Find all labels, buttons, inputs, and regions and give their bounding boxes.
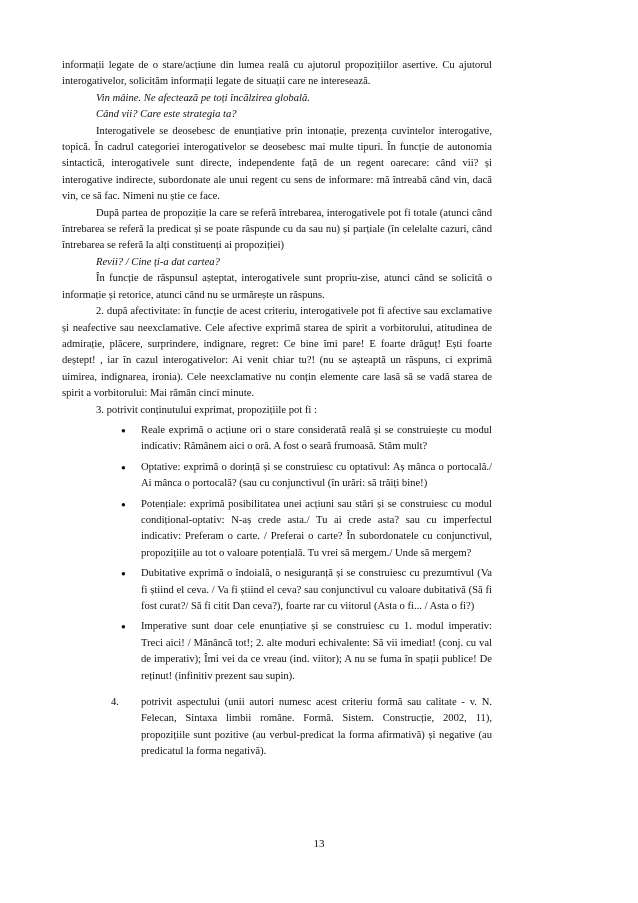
page-body xyxy=(62,58,492,761)
list-item-text: Optative: exprimă o dorință și se construiesc cu optativul: Aș mânca o portocală./ Ai mânca o portocală? (sau cu conjunctivul (în urări: să trăiți bine!) xyxy=(141,461,492,490)
paragraph: Interogativele se deosebesc de enunțiative prin intonație, prezența cuvintelor interogative, topică. În cadrul categoriei interogativelor se deosebesc mai multe tipuri. În funcție de autonomia sintactică, interogativele sunt directe, independente față de un regent oarecare: când vii? și interogative indirecte, subordonate ale unui regent cu sens de informare: mă întreabă când vin, dacă vin, ce să fac. Nimeni nu știe ce face. xyxy=(62,125,492,203)
bullet-icon: ● xyxy=(121,622,126,632)
numbered-item-text: potrivit aspectului (unii autori numesc acest criteriu formă sau calitate - v. N. Felecan, Sintaxa limbii române. Formă. Sistem. Construcție, 2002, 11), propozițiile sunt pozitive (au verbul-predicat la forma afirmativă) și negative (au predicatul la forma negativă). xyxy=(141,697,492,758)
list-item xyxy=(121,566,492,615)
paragraph: 2. după afectivitate: în funcție de acest criteriu, interogativele pot fi afective sau exclamative și neafective sau neexclamative. Cele afective exprimă starea de spirit a vorbitorului, atitudinea de admirație, plăcere, surprindere, indignare, regret: Ce bine îmi pare! E foarte drăguț! Ești foarte deștept! , iar în cazul interogativelor: Ai venit chiar tu?! (nu se așteaptă un răspuns, ci exprimă uimirea, indignarea, ironia). Cele neexclamative nu conțin elemente care lasă să se vadă starea de spirit a vorbitorului: Mai rămân cinci minute. xyxy=(62,306,492,400)
numbered-list xyxy=(62,695,492,761)
paragraph: După partea de propoziție la care se referă întrebarea, interogativele pot fi totale (atunci când întrebarea se referă la predicat și se poate răspunde cu da sau nu) și parțiale (în celelalte cazuri, când întrebarea se referă la alți constituenți ai propoziției) xyxy=(62,207,492,252)
bullet-icon: ● xyxy=(121,499,126,509)
example-sentence: Revii? / Cine ți-a dat cartea? xyxy=(96,256,220,268)
list-item xyxy=(121,497,492,563)
list-item-text: Imperative sunt doar cele enunțiative și se construiesc cu 1. modul imperativ: Treci aici! / Mănâncă tot!; 2. alte moduri echivalente: Să vii imediat! (conj. cu val de imperativ); Îmi vei da ce vreau (ind. viitor); A nu se fuma în spații publice! De reținut! (infinitiv prezent sau supin). xyxy=(141,621,492,682)
bullet-icon: ● xyxy=(121,425,126,435)
paragraph: În funcție de răspunsul așteptat, interogativele sunt propriu-zise, atunci când se solicită o informație și retorice, atunci când nu se urmărește un răspuns. xyxy=(62,273,492,301)
example-sentence: Vin mâine. Ne afectează pe toți încălzirea globală. xyxy=(96,92,310,104)
list-item-text: Reale exprimă o acțiune ori o stare considerată reală și se construiește cu modul indicativ: Rămânem aici o oră. A fost o seară frumoasă. Stăm mult? xyxy=(141,424,492,453)
item-number: 4. xyxy=(111,697,119,709)
page-number: 13 xyxy=(313,838,325,850)
list-item-text: Potențiale: exprimă posibilitatea unei acțiuni sau stări și se construiesc cu modul condițional-optativ: N-aș crede asta./ Tu ai crede asta? sau cu imperfectul indicativ: Preferam o carte. / Preferai o carte? În subordonatele cu conjunctivul, propozițiile au tot o valoare potențială. Tu vrei să mergem./ Unde să mergem? xyxy=(141,498,492,559)
paragraph: informații legate de o stare/acțiune din lumea reală cu ajutorul propozițiilor asertive. Cu ajutorul interogativelor, solicităm informații legate de situații care ne interesează. xyxy=(62,60,492,88)
paragraph: 3. potrivit conținutului exprimat, propozițiile pot fi : xyxy=(96,404,317,416)
bullet-icon: ● xyxy=(121,569,126,579)
numbered-item xyxy=(111,695,492,761)
bullet-list xyxy=(62,423,492,685)
list-item-text: Dubitative exprimă o îndoială, o nesiguranță și se construiesc cu prezumtivul (Va fi știind el ceva. / Va fi știind el ceva? sau conjunctivul cu valoare dubitativă (Să fi fost curat?/ Să fi citit Dan ceva?), foarte rar cu viitorul (Asta o fi... / Asta o fi?) xyxy=(141,568,492,612)
list-item xyxy=(121,619,492,685)
list-item xyxy=(121,423,492,456)
list-item xyxy=(121,460,492,493)
bullet-icon: ● xyxy=(121,462,126,472)
example-sentence: Când vii? Care este strategia ta? xyxy=(96,109,237,121)
